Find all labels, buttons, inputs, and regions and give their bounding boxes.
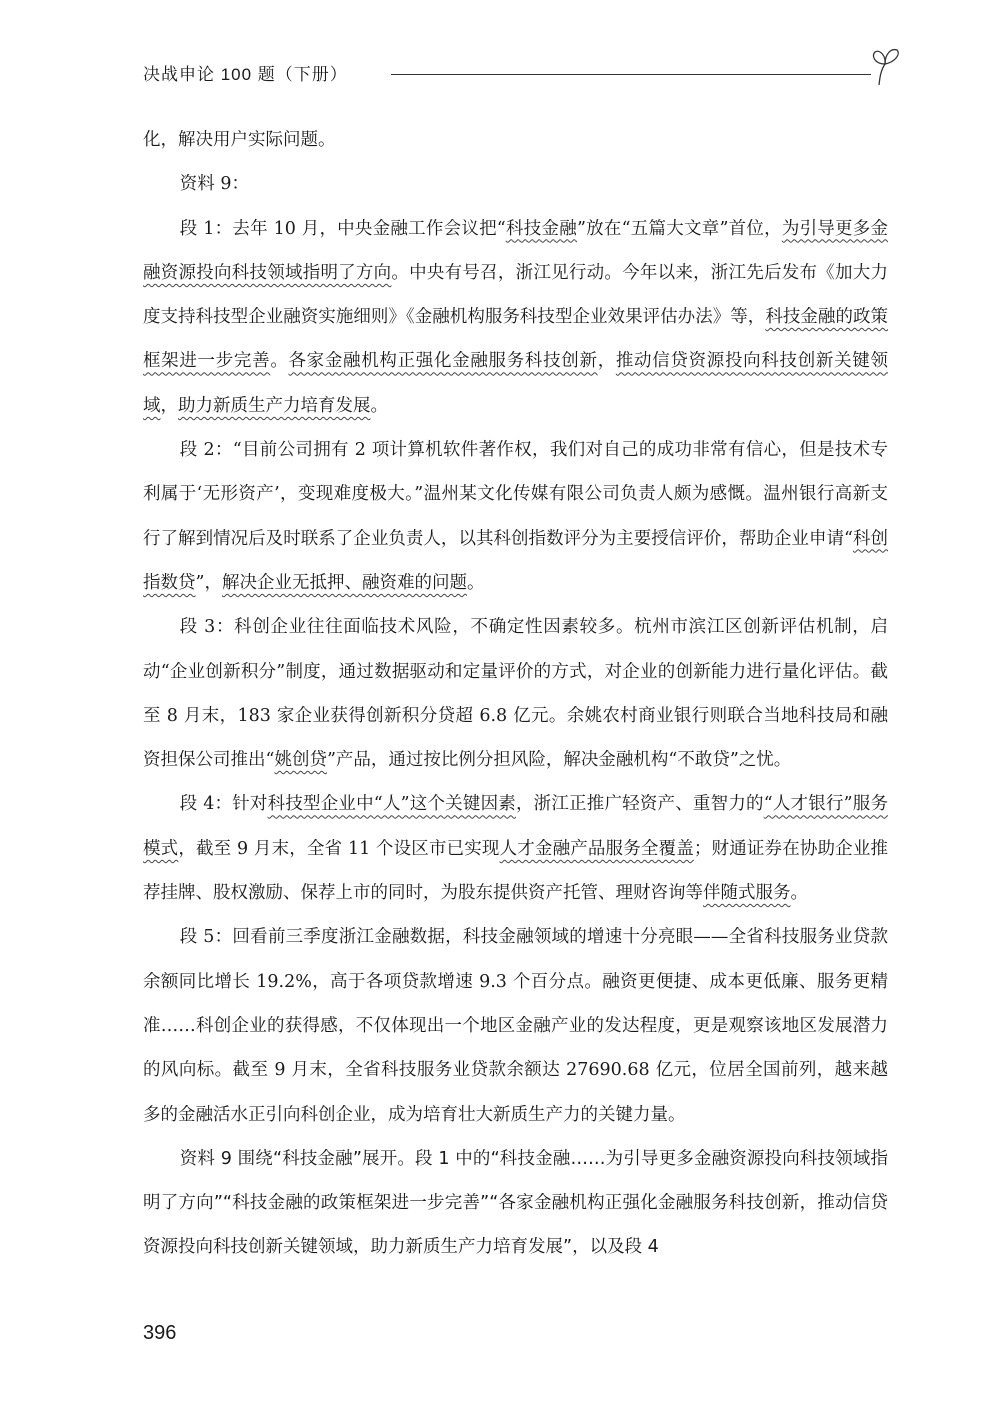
underlined-phrase: 科创指数贷	[143, 528, 889, 593]
para1-text: ，	[597, 351, 616, 372]
page-body	[143, 118, 888, 1270]
underlined-phrase: 姚创贷	[274, 750, 327, 771]
para4-text: 段 4：针对	[179, 794, 268, 815]
underlined-phrase: 推动信贷资源投向科技创新关键领域	[143, 351, 888, 416]
para3-text: ”产品，通过按比例分担风险，解决金融机构“不敢贷”之忧。	[326, 750, 792, 771]
underlined-phrase: 助力新质生产力培育发展	[178, 395, 371, 416]
page-number: 396	[143, 1322, 177, 1344]
para3-text: 段 3：科创企业往往面临技术风险，不确定性因素较多。杭州市滨江区创新评估机制，启动“企业创新积分”制度，通过数据驱动和定量评价的方式，对企业的创新能力进行量化评估。截至 8 月末，183 家企业获得创新积分贷超 6.8 亿元。余姚农村商业银行则联合当地科技局和融资担保公司推出“	[143, 617, 888, 771]
paragraph-4	[143, 782, 888, 915]
para2-text: 。	[466, 572, 485, 593]
underlined-phrase: 人才金融产品服务全覆盖	[499, 838, 694, 859]
paragraph-5: 段 5：回看前三季度浙江金融数据，科技金融领域的增速十分亮眼——全省科技服务业贷款余额同比增长 19.2%，高于各项贷款增速 9.3 个百分点。融资更便捷、成本更低廉、服务更精准……科创企业的获得感，不仅体现出一个地区金融产业的发达程度，更是观察该地区发展潜力的风向标。截至 9 月末，全省科技服务业贷款余额达 27690.68 亿元，位居全国前列，越来越多的金融活水正引向科创企业，成为培育壮大新质生产力的关键力量。	[143, 927, 888, 1125]
para2-text: ”，	[195, 572, 222, 593]
continued-line: 化，解决用户实际问题。	[143, 130, 336, 150]
paragraph-2	[143, 428, 888, 605]
header-rule	[391, 74, 871, 75]
paragraph-3	[143, 605, 888, 782]
para1-text: 。中央有号召，浙江见行动。今年以来，浙江先后发布《加大力度支持科技型企业融资实施细则》《金融机构服务科技型企业效果评估办法》等，	[143, 262, 889, 328]
analysis-paragraph: 资料 9 围绕“科技金融”展开。段 1 中的“科技金融……为引导更多金融资源投向科技领域指明了方向”“科技金融的政策框架进一步完善”“各家金融机构正强化金融服务科技创新，推动信贷资源投向科技创新关键领域，助力新质生产力培育发展”，以及段 4	[143, 1148, 888, 1258]
material-label: 资料 9：	[179, 174, 249, 195]
para2-text: 段 2：“目前公司拥有 2 项计算机软件著作权，我们对自己的成功非常有信心，但是技术专利属于‘无形资产’，变现难度极大。”温州某文化传媒有限公司负责人颇为感慨。温州银行高新支行了解到情况后及时联系了企业负责人，以其科创指数评分为主要授信评价，帮助企业申请“	[143, 440, 888, 549]
para1-text: ”放在“五篇大文章”首位，	[576, 218, 782, 239]
underlined-phrase: 解决企业无抵押、融资难的问题	[221, 572, 467, 593]
para1-text: ，	[160, 395, 178, 416]
running-header	[143, 62, 903, 92]
para4-text: ，浙江正推广轻资产、重智力的	[515, 794, 764, 815]
underlined-phrase: 科技金融	[505, 218, 577, 239]
book-title: 决战申论 100 题（下册）	[143, 65, 348, 84]
sprout-icon	[865, 40, 905, 86]
underlined-phrase: 科技型企业中“人”这个关键因素	[267, 794, 516, 815]
underlined-phrase: 为引导更多金融资源投向科技领域指明了方向	[143, 218, 889, 283]
underlined-phrase: 科技金融的政策框架进一步完善	[143, 307, 889, 372]
underlined-phrase: 各家金融机构正强化金融服务科技创新	[288, 351, 598, 372]
para4-text: 。	[790, 883, 808, 904]
para1-text: 。	[370, 395, 388, 416]
para1-text: 。	[270, 351, 289, 372]
underlined-phrase: “人才银行”服务模式	[143, 794, 888, 859]
para4-text: ；财通证券在协助企业推荐挂牌、股权激励、保荐上市的同时，为股东提供资产托管、理财咨询等	[143, 838, 889, 904]
para4-text: ，截至 9 月末，全省 11 个设区市已实现	[178, 838, 500, 859]
underlined-phrase: 伴随式服务	[703, 883, 791, 904]
para1-text: 段 1：去年 10 月，中央金融工作会议把“	[179, 218, 506, 239]
paragraph-1	[143, 207, 888, 428]
